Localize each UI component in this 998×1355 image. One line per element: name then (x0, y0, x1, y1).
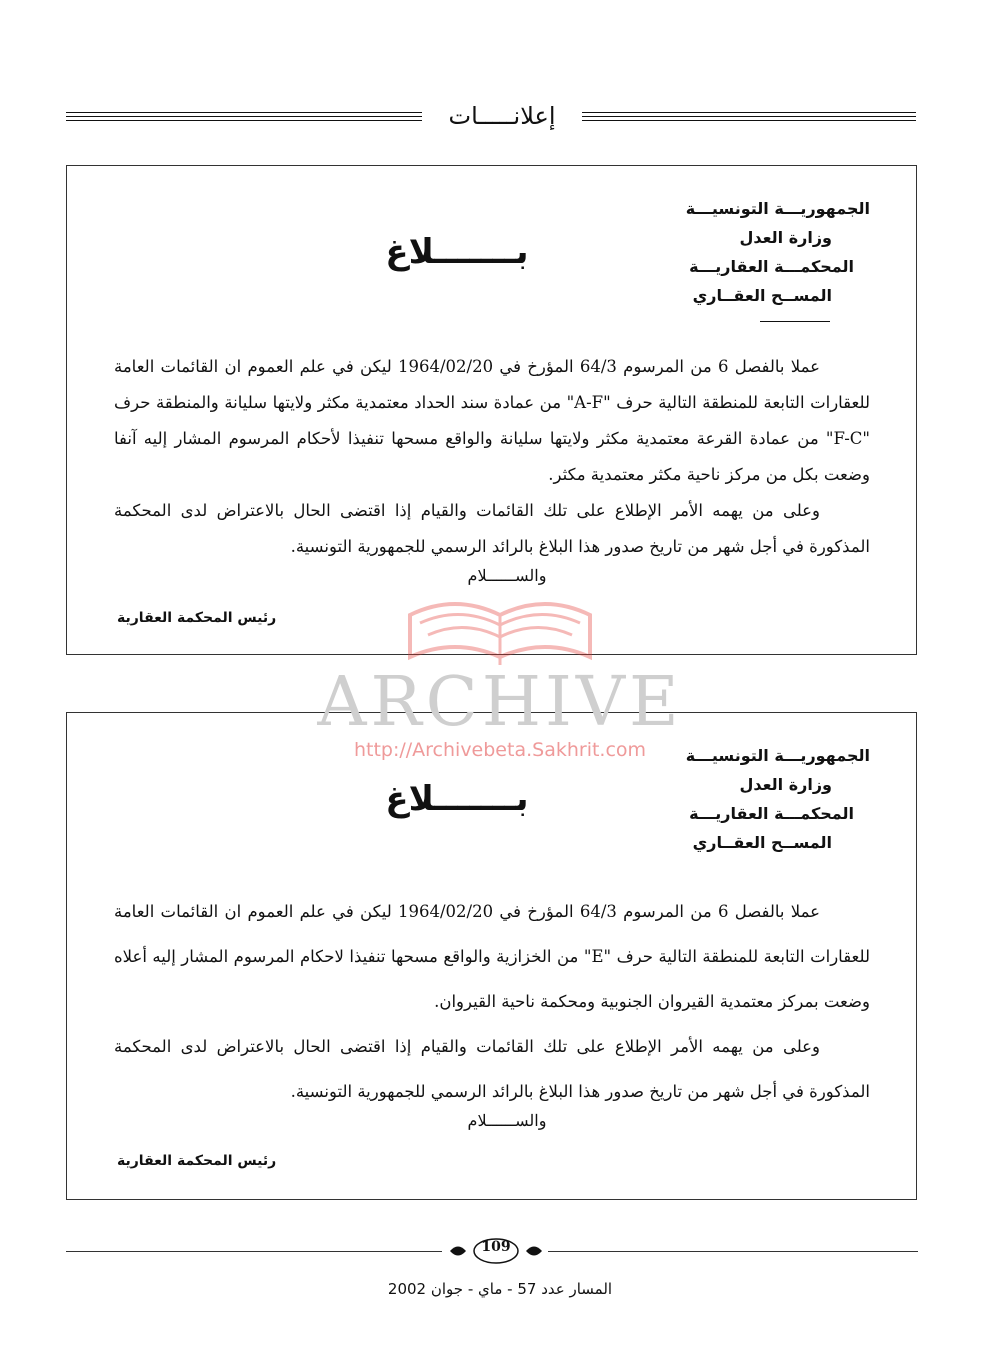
watermark-text: ARCHIVE (317, 663, 683, 742)
notice-paragraph: عملا بالفصل 6 من المرسوم 64/3 المؤرخ في 1964/02/20 ليكن في علم العموم ان القائمات العامة للعقارات التابعة للمنطقة التالية حرف "E" من الخزازية والواقع مسحها تنفيذا لاحكام المرسوم المشار إليه أعلاه وضعت بمركز معتمدية القيروان الجنوبية ومحكمة ناحية القيروان. (114, 902, 871, 1011)
notice-heading: بـــــــلاغ (385, 779, 529, 819)
authority-line: الجمهوريـــة التونسيـــة (685, 746, 870, 765)
notice-paragraph: وعلى من يهمه الأمر الإطلاع على تلك القائمات والقيام إذا اقتضى الحال بالاعتراض لدى المحكمة المذكورة في أجل شهر من تاريخ صدور هذا البلاغ بالرائد الرسمي للجمهورية التونسية. (114, 1037, 870, 1101)
notice-box (66, 712, 917, 1200)
authority-line: وزارة العدل (739, 775, 832, 794)
authority-line: وزارة العدل (739, 228, 832, 247)
notice-heading: بـــــــلاغ (385, 232, 529, 272)
watermark-url: http://Archivebeta.Sakhrit.com (353, 739, 647, 761)
section-title: إعلانـــــات (448, 102, 556, 130)
page-number: 109 (481, 1239, 511, 1255)
authority-line: المســح العقــاري (692, 833, 832, 852)
issuing-authority (610, 741, 870, 857)
authority-separator (760, 321, 830, 322)
closing-salutation: والســــــلام (467, 566, 547, 585)
authority-line: المحكمـــة العقاريـــة (689, 804, 854, 823)
authority-line: المحكمـــة العقاريـــة (689, 257, 854, 276)
notice-paragraph: وعلى من يهمه الأمر الإطلاع على تلك القائمات والقيام إذا اقتضى الحال بالاعتراض لدى المحكمة المذكورة في أجل شهر من تاريخ صدور هذا البلاغ بالرائد الرسمي للجمهورية التونسية. (114, 501, 870, 556)
signatory: رئيس المحكمة العقارية (117, 610, 277, 626)
footer-rule-left (66, 1251, 442, 1252)
notice-body (114, 889, 870, 1114)
signatory: رئيس المحكمة العقارية (117, 1153, 277, 1169)
header-rule-right (582, 112, 916, 126)
header-rule-left (66, 112, 422, 126)
authority-line: الجمهوريـــة التونسيـــة (685, 199, 870, 218)
notice-paragraph: عملا بالفصل 6 من المرسوم 64/3 المؤرخ في 1964/02/20 ليكن في علم العموم ان القائمات العامة للعقارات التابعة للمنطقة التالية حرف "A-F" من عمادة سند الحداد معتمدية مكثر ولايتها سليانة والمنطقة حرف "F-C" من عمادة القرعة معتمدية مكثر ولايتها سليانة والواقع مسحها تنفيذا لأحكام المرسوم المشار إليه آنفا وضعت بكل من مركز ناحية مكثر معتمدية مكثر. (114, 357, 870, 484)
authority-line: المســح العقــاري (692, 286, 832, 305)
closing-salutation: والســــــلام (467, 1111, 547, 1130)
footer-rule-right (548, 1251, 918, 1252)
publication-info: المسار عدد 57 - ماي - جوان 2002 (387, 1280, 613, 1298)
issuing-authority (610, 194, 870, 310)
notice-box (66, 165, 917, 655)
notice-body (114, 349, 870, 565)
